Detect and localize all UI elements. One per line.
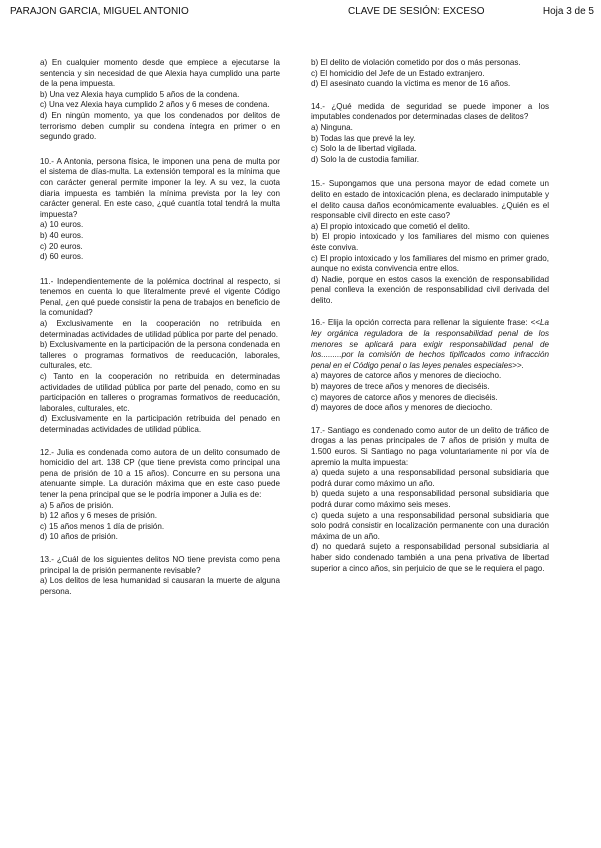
- q12-option-c: c) 15 años menos 1 día de prisión.: [40, 521, 165, 531]
- q15-option-a: a) El propio intoxicado que cometió el delito.: [311, 221, 470, 231]
- question-14: [311, 102, 549, 166]
- q11-option-a: a) Exclusivamente en la cooperación no retribuida en determinadas actividades de utilidad pública por parte del penado.: [40, 319, 280, 339]
- q13-option-a: a) Los delitos de lesa humanidad si causaran la muerte de alguna persona.: [40, 576, 280, 596]
- q12-option-a: a) 5 años de prisión.: [40, 500, 114, 510]
- q10-option-a: a) 10 euros.: [40, 220, 84, 230]
- q16-option-b: b) mayores de trece años y menores de dieciséis.: [311, 382, 490, 392]
- question-13: [40, 555, 280, 597]
- q14-option-d: d) Solo la de custodia familiar.: [311, 154, 419, 164]
- q10-option-b: b) 40 euros.: [40, 230, 84, 240]
- right-column: [311, 58, 549, 584]
- q14-option-b: b) Todas las que prevé la ley.: [311, 133, 416, 143]
- q12-option-d: d) 10 años de prisión.: [40, 532, 118, 542]
- q16-stem-plain: 16.- Elija la opción correcta para rellenar la siguiente frase:: [311, 318, 531, 328]
- left-column: [40, 58, 280, 607]
- q16-stem: [311, 318, 549, 371]
- q16-option-d: d) mayores de doce años y menores de dieciocho.: [311, 403, 493, 413]
- student-name: PARAJON GARCIA, MIGUEL ANTONIO: [10, 6, 189, 17]
- q10-option-d: d) 60 euros.: [40, 252, 84, 262]
- q17-stem: 17.- Santiago es condenado como autor de un delito de tráfico de drogas a las penas principales de 7 años de prisión y multa de 1.500 euros. Si Santiago no paga voluntariamente ni por vía de apremio la multa impuesta:: [311, 425, 549, 467]
- question-13-continued: [311, 58, 549, 90]
- q9-option-c: c) Una vez Alexia haya cumplido 2 años y 6 meses de condena.: [40, 100, 270, 110]
- q13-stem: 13.- ¿Cuál de los siguientes delitos NO tiene prevista como pena principal la de prisión permanente revisable?: [40, 554, 280, 575]
- q11-option-b: b) Exclusivamente en la participación de la persona condenada en talleres o programas formativos de reeducación, laborales, culturales, etc.: [40, 340, 280, 371]
- q16-stem-quote: <<La ley orgánica reguladora de la responsabilidad penal de los menores se aplicará para exigir responsabilidad penal de los.........por la comisión de hechos tipificados como infracción penal en el Código penal o las leyes penales especiales>>.: [311, 318, 549, 370]
- q14-stem: 14.- ¿Qué medida de seguridad se puede imponer a los imputables condenados por determinadas clases de delitos?: [311, 101, 549, 122]
- q9-option-b: b) Una vez Alexia haya cumplido 5 años de la condena.: [40, 89, 240, 99]
- question-11: [40, 277, 280, 436]
- question-9-continued: [40, 58, 280, 143]
- q12-option-b: b) 12 años y 6 meses de prisión.: [40, 511, 157, 521]
- q13-option-b: b) El delito de violación cometido por dos o más personas.: [311, 58, 521, 67]
- q9-option-a: a) En cualquier momento desde que empiece a ejecutarse la sentencia y sin necesidad de que Alexia haya cumplido una parte de la pena impuesta.: [40, 58, 280, 89]
- q17-option-c: c) queda sujeto a una responsabilidad personal subsidiaria que solo podrá consistir en localización permanente con una duración máxima de un año.: [311, 510, 549, 541]
- q16-option-c: c) mayores de catorce años y menores de dieciséis.: [311, 392, 498, 402]
- q9-option-d: d) En ningún momento, ya que los condenados por delitos de terrorismo deben cumplir su condena íntegra en primer o en segundo grado.: [40, 110, 280, 142]
- q17-option-b: b) queda sujeto a una responsabilidad personal subsidiaria que podrá durar como máximo seis meses.: [311, 489, 549, 509]
- question-12: [40, 448, 280, 543]
- q16-option-a: a) mayores de catorce años y menores de dieciocho.: [311, 371, 502, 381]
- q15-option-c: c) El propio intoxicado y los familiares del mismo en primer grado, aunque no exista convivencia entre ellos.: [311, 253, 549, 274]
- q11-option-d: d) Exclusivamente en la participación retribuida del penado en determinadas actividades de utilidad pública.: [40, 414, 280, 434]
- session-key: CLAVE DE SESIÓN: EXCESO: [348, 6, 485, 17]
- q17-option-a: a) queda sujeto a una responsabilidad personal subsidiaria que podrá durar como máximo un año.: [311, 468, 549, 488]
- q14-option-a: a) Ninguna.: [311, 122, 353, 132]
- q14-option-c: c) Solo la de libertad vigilada.: [311, 144, 417, 154]
- q13-option-d: d) El asesinato cuando la víctima es menor de 16 años.: [311, 79, 511, 89]
- q11-stem: 11.- Independientemente de la polémica doctrinal al respecto, si tenemos en cuenta lo que literalmente prevé el vigente Código Penal, ¿en qué puede consistir la pena de trabajos en beneficio de la comunidad?: [40, 276, 280, 318]
- q10-option-c: c) 20 euros.: [40, 241, 83, 251]
- page-header: [10, 6, 594, 20]
- question-16: [311, 318, 549, 413]
- question-10: [40, 157, 280, 263]
- q10-stem: 10.- A Antonia, persona física, le imponen una pena de multa por el sistema de días-multa. La extensión temporal es la mínima que con carácter general permite imponer la ley. A su vez, la cuota diaria impuesta es también la mínima prevista por la ley con carácter general. En este caso, ¿qué cuantía total tendrá la multa impuesta?: [40, 156, 280, 219]
- q15-stem: 15.- Supongamos que una persona mayor de edad comete un delito en estado de intoxicación plena, es declarado inimputable y el delito causa daños económicamente evaluables. ¿Quién es el responsable civil directo en este caso?: [311, 179, 549, 221]
- q12-stem: 12.- Julia es condenada como autora de un delito consumado de homicidio del art. 138 CP (que tiene prevista como principal una pena de prisión de 10 a 15 años). Concurre en su persona una atenuante simple. La duración máxima que en este caso puede tener la pena principal que se le podría imponer a Julia es de:: [40, 447, 280, 499]
- q11-option-c: c) Tanto en la cooperación no retribuida en determinadas actividades de utilidad pública por parte del penado, como en su participación en talleres o programas formativos de reeducación, laborales, culturales, etc.: [40, 372, 280, 413]
- q15-option-d: d) Nadie, porque en estos casos la exención de responsabilidad penal conlleva la exención de responsabilidad civil derivada del delito.: [311, 274, 549, 305]
- page-number: Hoja 3 de 5: [542, 6, 594, 17]
- q15-option-b: b) El propio intoxicado y los familiares del mismo con quienes éste conviva.: [311, 232, 549, 252]
- question-15: [311, 179, 549, 306]
- question-17: [311, 426, 549, 574]
- q13-option-c: c) El homicidio del Jefe de un Estado extranjero.: [311, 68, 485, 78]
- q17-option-d: d) no quedará sujeto a responsabilidad personal subsidiaria al haber sido condenado también a una pena privativa de libertad superior a cinco años, sin perjuicio de que se le requiera el pago.: [311, 542, 549, 573]
